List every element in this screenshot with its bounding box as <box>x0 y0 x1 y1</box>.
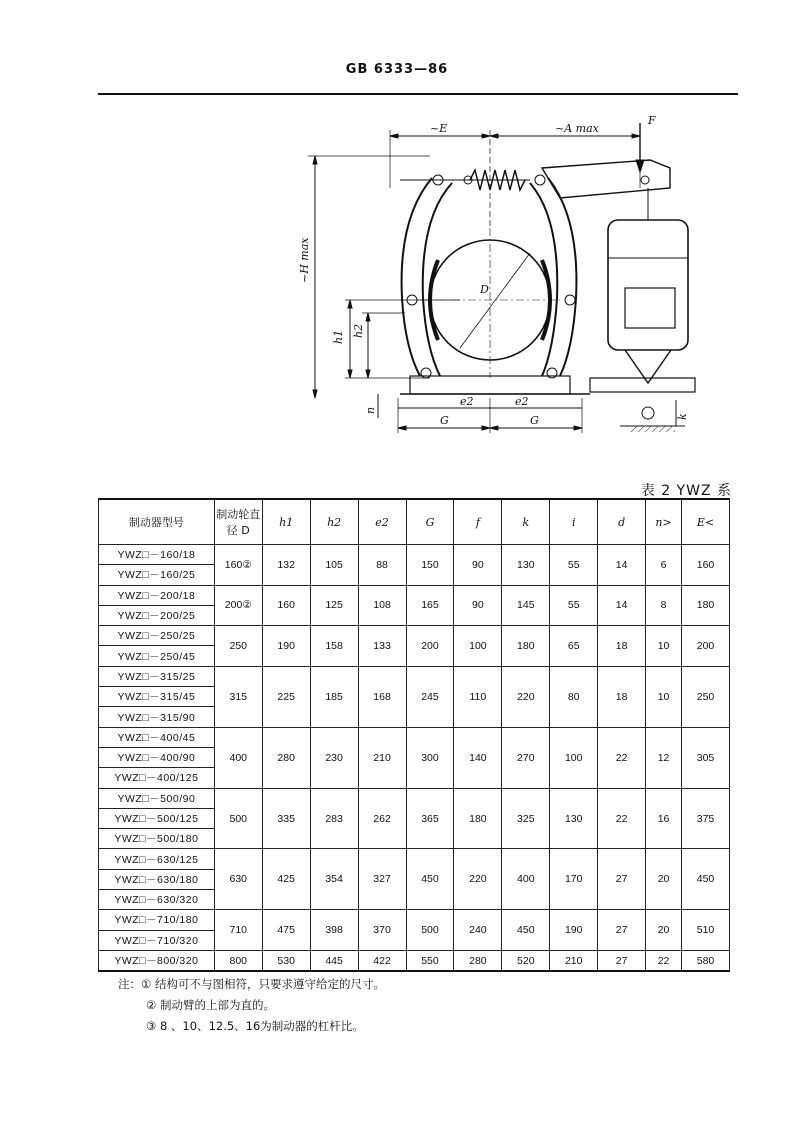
value-cell-d: 14 <box>598 585 646 626</box>
value-cell-f: 280 <box>454 950 502 971</box>
value-cell-e2: 88 <box>358 545 406 586</box>
value-cell-E: 450 <box>682 849 730 910</box>
value-cell-D: 315 <box>214 666 262 727</box>
header-wheel-diameter: 制动轮直径 D <box>214 499 262 545</box>
label-e2-right: e2 <box>515 395 529 408</box>
value-cell-G: 300 <box>406 727 454 788</box>
value-cell-h1: 335 <box>262 788 310 849</box>
value-cell-k: 220 <box>502 666 550 727</box>
value-cell-i: 130 <box>550 788 598 849</box>
label-h1: h1 <box>332 329 345 344</box>
value-cell-d: 27 <box>598 910 646 951</box>
value-cell-i: 65 <box>550 626 598 667</box>
brake-technical-drawing <box>290 108 720 453</box>
value-cell-h1: 530 <box>262 950 310 971</box>
ywz-spec-table <box>98 498 730 972</box>
value-cell-h2: 445 <box>310 950 358 971</box>
table-row <box>99 585 730 605</box>
value-cell-d: 18 <box>598 626 646 667</box>
model-cell: YWZ□－800/320 <box>99 950 215 971</box>
value-cell-h2: 105 <box>310 545 358 586</box>
value-cell-n: 10 <box>646 626 682 667</box>
label-n: n <box>364 406 377 414</box>
model-cell: YWZ□－500/90 <box>99 788 215 808</box>
value-cell-e2: 422 <box>358 950 406 971</box>
value-cell-d: 14 <box>598 545 646 586</box>
label-e2-left: e2 <box>460 395 474 408</box>
table-row <box>99 727 730 747</box>
model-cell: YWZ□－630/125 <box>99 849 215 869</box>
value-cell-e2: 133 <box>358 626 406 667</box>
table-row <box>99 626 730 646</box>
value-cell-f: 100 <box>454 626 502 667</box>
value-cell-k: 520 <box>502 950 550 971</box>
header-h1: h1 <box>262 499 310 545</box>
note-line-3 <box>118 1016 385 1037</box>
value-cell-n: 20 <box>646 910 682 951</box>
header-h2: h2 <box>310 499 358 545</box>
model-cell: YWZ□－315/90 <box>99 707 215 727</box>
value-cell-k: 145 <box>502 585 550 626</box>
label-F: F <box>648 114 656 127</box>
value-cell-G: 200 <box>406 626 454 667</box>
value-cell-k: 130 <box>502 545 550 586</box>
value-cell-f: 90 <box>454 545 502 586</box>
value-cell-G: 550 <box>406 950 454 971</box>
value-cell-E: 580 <box>682 950 730 971</box>
header-i: i <box>550 499 598 545</box>
model-cell: YWZ□－250/45 <box>99 646 215 666</box>
value-cell-n: 6 <box>646 545 682 586</box>
note-line-2 <box>118 995 385 1016</box>
value-cell-k: 400 <box>502 849 550 910</box>
value-cell-G: 365 <box>406 788 454 849</box>
model-cell: YWZ□－315/25 <box>99 666 215 686</box>
note-item: ② 制动臂的上部为直的。 <box>146 998 275 1012</box>
model-cell: YWZ□－200/25 <box>99 605 215 625</box>
value-cell-i: 190 <box>550 910 598 951</box>
value-cell-D: 710 <box>214 910 262 951</box>
table-row <box>99 666 730 686</box>
notes-block <box>118 974 385 1037</box>
value-cell-i: 80 <box>550 666 598 727</box>
value-cell-E: 375 <box>682 788 730 849</box>
value-cell-D: 630 <box>214 849 262 910</box>
value-cell-D: 400 <box>214 727 262 788</box>
table-row <box>99 910 730 930</box>
model-cell: YWZ□－400/45 <box>99 727 215 747</box>
note-line-1 <box>118 974 385 995</box>
value-cell-D: 800 <box>214 950 262 971</box>
model-cell: YWZ□－500/180 <box>99 829 215 849</box>
value-cell-k: 180 <box>502 626 550 667</box>
value-cell-n: 20 <box>646 849 682 910</box>
notes-prefix: 注： <box>118 977 141 991</box>
value-cell-h2: 158 <box>310 626 358 667</box>
value-cell-f: 220 <box>454 849 502 910</box>
value-cell-h2: 398 <box>310 910 358 951</box>
value-cell-f: 110 <box>454 666 502 727</box>
header-f: f <box>454 499 502 545</box>
value-cell-d: 18 <box>598 666 646 727</box>
model-cell: YWZ□－710/320 <box>99 930 215 950</box>
value-cell-E: 510 <box>682 910 730 951</box>
label-G-left: G <box>440 414 449 427</box>
model-cell: YWZ□－400/125 <box>99 768 215 788</box>
model-cell: YWZ□－315/45 <box>99 687 215 707</box>
value-cell-k: 450 <box>502 910 550 951</box>
value-cell-h2: 230 <box>310 727 358 788</box>
table-body <box>99 545 730 972</box>
header-e2: e2 <box>358 499 406 545</box>
value-cell-i: 210 <box>550 950 598 971</box>
value-cell-e2: 210 <box>358 727 406 788</box>
value-cell-e2: 327 <box>358 849 406 910</box>
value-cell-h2: 125 <box>310 585 358 626</box>
header-k: k <box>502 499 550 545</box>
value-cell-k: 325 <box>502 788 550 849</box>
value-cell-i: 55 <box>550 585 598 626</box>
value-cell-f: 140 <box>454 727 502 788</box>
model-cell: YWZ□－250/25 <box>99 626 215 646</box>
value-cell-i: 170 <box>550 849 598 910</box>
value-cell-k: 270 <box>502 727 550 788</box>
value-cell-G: 150 <box>406 545 454 586</box>
value-cell-h2: 354 <box>310 849 358 910</box>
value-cell-n: 22 <box>646 950 682 971</box>
value-cell-e2: 168 <box>358 666 406 727</box>
value-cell-d: 22 <box>598 727 646 788</box>
table-row <box>99 849 730 869</box>
value-cell-d: 27 <box>598 849 646 910</box>
value-cell-h2: 283 <box>310 788 358 849</box>
value-cell-h1: 280 <box>262 727 310 788</box>
note-item: ① 结构可不与图相符，只要求遵守给定的尺寸。 <box>141 977 385 991</box>
value-cell-e2: 370 <box>358 910 406 951</box>
value-cell-G: 165 <box>406 585 454 626</box>
value-cell-D: 500 <box>214 788 262 849</box>
model-cell: YWZ□－500/125 <box>99 808 215 828</box>
value-cell-h1: 225 <box>262 666 310 727</box>
header-n: n> <box>646 499 682 545</box>
value-cell-G: 245 <box>406 666 454 727</box>
value-cell-D: 200② <box>214 585 262 626</box>
header-G: G <box>406 499 454 545</box>
value-cell-G: 450 <box>406 849 454 910</box>
value-cell-G: 500 <box>406 910 454 951</box>
value-cell-E: 305 <box>682 727 730 788</box>
value-cell-E: 180 <box>682 585 730 626</box>
model-cell: YWZ□－710/180 <box>99 910 215 930</box>
label-A-max: ~A max <box>555 122 599 135</box>
value-cell-i: 100 <box>550 727 598 788</box>
header-model: 制动器型号 <box>99 499 215 545</box>
value-cell-h2: 185 <box>310 666 358 727</box>
value-cell-h1: 475 <box>262 910 310 951</box>
value-cell-D: 250 <box>214 626 262 667</box>
header-rule <box>98 93 738 95</box>
label-D: D <box>480 283 489 296</box>
value-cell-E: 200 <box>682 626 730 667</box>
value-cell-e2: 262 <box>358 788 406 849</box>
model-cell: YWZ□－160/25 <box>99 565 215 585</box>
model-cell: YWZ□－630/180 <box>99 869 215 889</box>
value-cell-e2: 108 <box>358 585 406 626</box>
value-cell-D: 160② <box>214 545 262 586</box>
label-G-right: G <box>530 414 539 427</box>
table-caption: 表 2 YWZ 系 <box>640 483 732 499</box>
table-row <box>99 950 730 971</box>
table-row <box>99 788 730 808</box>
model-cell: YWZ□－400/90 <box>99 747 215 767</box>
value-cell-d: 27 <box>598 950 646 971</box>
label-E: ~E <box>430 122 448 135</box>
header-E: E< <box>682 499 730 545</box>
page-header-title: GB 6333—86 <box>345 62 449 77</box>
model-cell: YWZ□－630/320 <box>99 890 215 910</box>
value-cell-h1: 160 <box>262 585 310 626</box>
value-cell-h1: 190 <box>262 626 310 667</box>
note-item: ③ 8 、10、12.5、16为制动器的杠杆比。 <box>146 1019 364 1033</box>
value-cell-E: 160 <box>682 545 730 586</box>
value-cell-n: 16 <box>646 788 682 849</box>
value-cell-d: 22 <box>598 788 646 849</box>
model-cell: YWZ□－200/18 <box>99 585 215 605</box>
table-header-row <box>99 499 730 545</box>
value-cell-h1: 425 <box>262 849 310 910</box>
value-cell-f: 240 <box>454 910 502 951</box>
table-row <box>99 545 730 565</box>
value-cell-n: 12 <box>646 727 682 788</box>
value-cell-i: 55 <box>550 545 598 586</box>
value-cell-E: 250 <box>682 666 730 727</box>
label-h2: h2 <box>352 323 365 338</box>
value-cell-h1: 132 <box>262 545 310 586</box>
value-cell-n: 8 <box>646 585 682 626</box>
value-cell-f: 90 <box>454 585 502 626</box>
header-d: d <box>598 499 646 545</box>
value-cell-n: 10 <box>646 666 682 727</box>
model-cell: YWZ□－160/18 <box>99 545 215 565</box>
value-cell-f: 180 <box>454 788 502 849</box>
label-k: k <box>676 413 689 420</box>
label-H-max: ~H max <box>298 237 311 283</box>
